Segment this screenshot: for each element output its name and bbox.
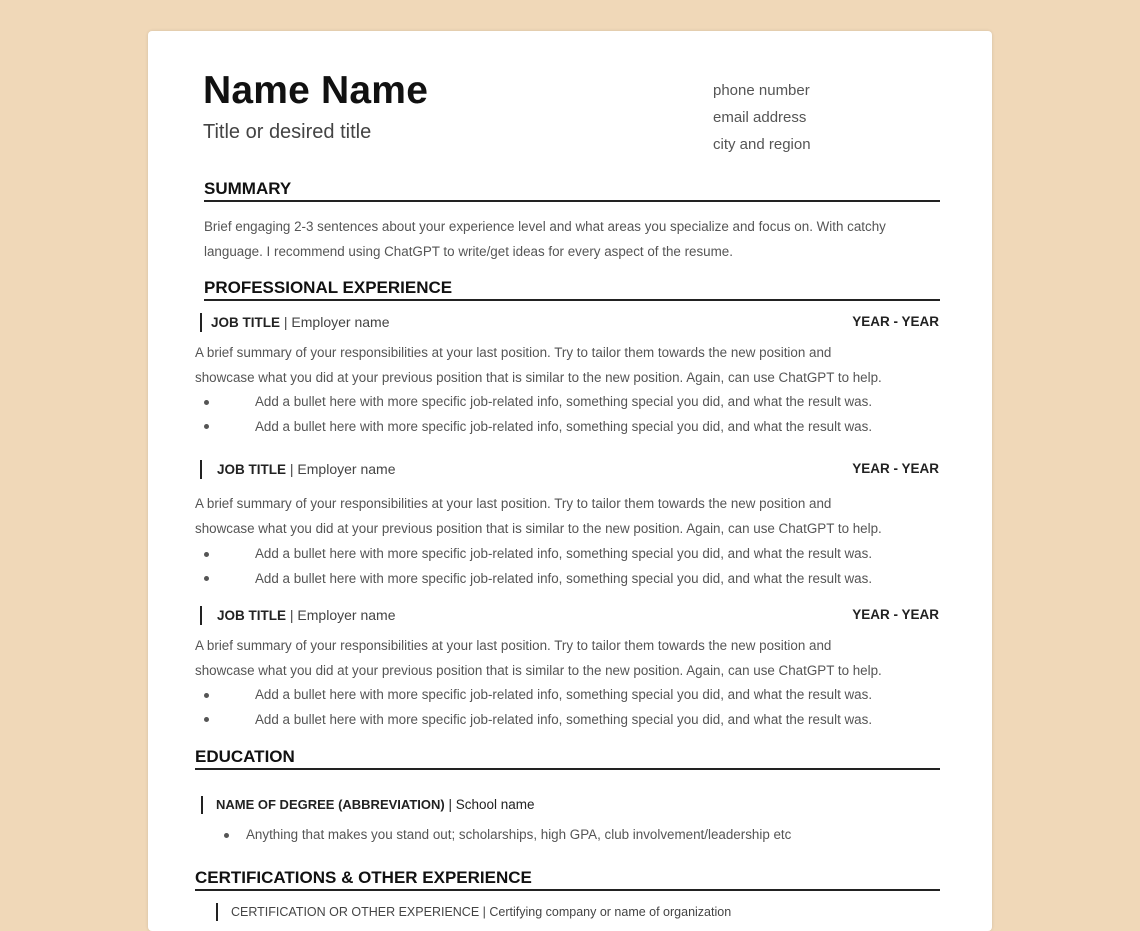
resume-title: Title or desired title — [203, 121, 372, 143]
job-bullets — [204, 542, 872, 591]
job-years: YEAR - YEAR — [852, 607, 939, 622]
contact-email: email address — [713, 109, 807, 126]
bullet-text: Add a bullet here with more specific job-related info, something special you did, and what the result was. — [255, 394, 873, 409]
job-summary-line: showcase what you did at your previous position that is similar to the new position. Again, can use ChatGPT to help. — [195, 662, 882, 678]
education-heading: EDUCATION — [195, 747, 940, 770]
job-bullets — [204, 390, 872, 439]
list-item — [224, 823, 791, 848]
bullet-text: Add a bullet here with more specific job-related info, something special you did, and what the result was. — [255, 570, 873, 586]
bullet-icon — [224, 833, 229, 838]
job-bullets — [204, 683, 872, 732]
bullet-text: Add a bullet here with more specific job-related info, something special you did, and what the result was. — [255, 546, 873, 561]
job-title: JOB TITLE — [217, 462, 287, 477]
list-item — [204, 708, 872, 733]
bullet-icon — [204, 400, 209, 405]
list-item — [204, 542, 872, 567]
bullet-text: Add a bullet here with more specific job-related info, something special you did, and what the result was. — [255, 687, 873, 702]
list-item — [204, 567, 872, 592]
education-header — [201, 796, 535, 814]
job-title: JOB TITLE — [217, 608, 287, 623]
bullet-icon — [204, 424, 209, 429]
job-summary-line: A brief summary of your responsibilities at your last position. Try to tailor them towards the new position and — [195, 345, 832, 360]
bullet-text: Add a bullet here with more specific job-related info, something special you did, and what the result was. — [255, 711, 873, 727]
list-item — [204, 683, 872, 708]
job-summary-line: showcase what you did at your previous position that is similar to the new position. Again, can use ChatGPT to help. — [195, 369, 882, 385]
bullet-icon — [204, 693, 209, 698]
school-name: | School name — [448, 797, 535, 812]
job-summary-line: showcase what you did at your previous position that is similar to the new position. Again, can use ChatGPT to help. — [195, 520, 882, 536]
job-header — [200, 313, 389, 332]
job-employer: | Employer name — [289, 607, 396, 623]
job-summary — [195, 634, 882, 683]
bullet-text: Anything that makes you stand out; scholarships, high GPA, club involvement/leadership etc — [246, 827, 792, 842]
job-years: YEAR - YEAR — [852, 461, 939, 476]
job-summary-line: A brief summary of your responsibilities at your last position. Try to tailor them towards the new position and — [195, 496, 832, 511]
contact-block — [713, 77, 811, 158]
contact-phone: phone number — [713, 82, 810, 99]
summary-line: Brief engaging 2-3 sentences about your experience level and what areas you specialize and focus on. With catchy — [204, 219, 886, 234]
experience-heading: PROFESSIONAL EXPERIENCE — [204, 278, 940, 301]
list-item — [204, 390, 872, 415]
summary-heading: SUMMARY — [204, 179, 940, 202]
list-item — [204, 415, 872, 440]
bullet-text: Add a bullet here with more specific job-related info, something special you did, and what the result was. — [255, 418, 873, 434]
bullet-icon — [204, 552, 209, 557]
contact-location: city and region — [713, 136, 811, 153]
summary-text — [204, 215, 886, 264]
job-years: YEAR - YEAR — [852, 314, 939, 329]
certifications-heading: CERTIFICATIONS & OTHER EXPERIENCE — [195, 868, 940, 891]
certification-entry: CERTIFICATION OR OTHER EXPERIENCE | Certifying company or name of organization — [216, 903, 731, 921]
resume-page — [148, 31, 992, 931]
degree-name: NAME OF DEGREE (ABBREVIATION) — [216, 797, 445, 812]
bullet-icon — [204, 576, 209, 581]
summary-line: language. I recommend using ChatGPT to write/get ideas for every aspect of the resume. — [204, 243, 733, 259]
resume-name: Name Name — [203, 69, 429, 112]
job-summary — [195, 341, 882, 390]
job-header — [200, 460, 395, 479]
job-employer: | Employer name — [289, 461, 396, 477]
job-employer: | Employer name — [283, 314, 390, 330]
job-title: JOB TITLE — [211, 315, 281, 330]
job-summary — [195, 492, 882, 541]
bullet-icon — [204, 717, 209, 722]
job-header — [200, 606, 395, 625]
job-summary-line: A brief summary of your responsibilities at your last position. Try to tailor them towards the new position and — [195, 638, 832, 653]
